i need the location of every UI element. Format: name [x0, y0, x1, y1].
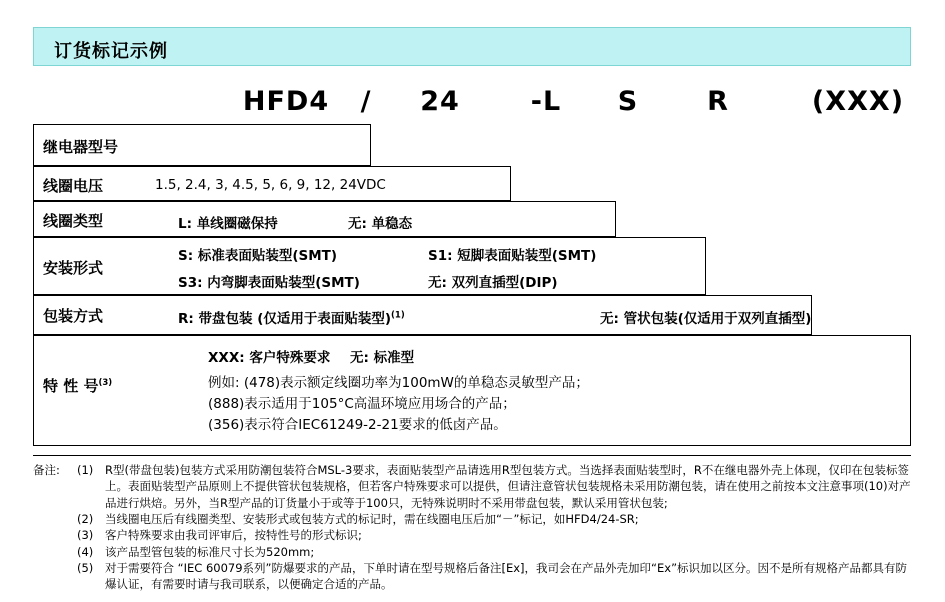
- row-value-special-1: XXX: 客户特殊要求: [208, 350, 331, 366]
- notes-lead: 备注:: [33, 463, 60, 477]
- row-value-mounting-1: S: 标准表面贴装型(SMT): [178, 248, 338, 264]
- row-label-packing: 包装方式: [43, 307, 104, 325]
- row-label-special-footnote: (3): [98, 378, 113, 388]
- row-label-relay-model: 继电器型号: [43, 138, 119, 156]
- row-label-special-code: 特 性 号$^{(3)}$: [43, 377, 113, 395]
- notes-lead-spacer: [33, 544, 77, 560]
- row-value-mounting-4: 无: 双列直插型(DIP): [428, 275, 558, 291]
- section-title-bar: [33, 27, 911, 66]
- note-row: [33, 544, 911, 560]
- row-label-mounting: 安装形式: [43, 259, 104, 277]
- row-value-special-2: 无: 标准型: [350, 350, 415, 366]
- note-number: (3): [77, 528, 94, 543]
- row-value-special-4: (888)表示适用于105°C高温环境应用场合的产品；: [208, 396, 516, 412]
- row-value-coil-type-2: 无: 单稳态: [348, 216, 413, 232]
- note-row: [33, 462, 911, 511]
- row-value-coil-voltage: 1.5, 2.4, 3, 4.5, 5, 6, 9, 12, 24VDC: [155, 177, 386, 193]
- code-part-model: HFD4: [242, 85, 330, 117]
- note-number: (1): [77, 463, 94, 477]
- row-value-mounting-3: S3: 内弯脚表面贴装型(SMT): [178, 275, 360, 291]
- note-number: (2): [77, 511, 94, 526]
- row-value-coil-type-1: L: 单线圈磁保持: [178, 216, 278, 232]
- row-value-packing-footnote: (1): [391, 310, 405, 321]
- row-value-packing-2: 无: 管状包装(仅适用于双列直插型): [600, 311, 812, 327]
- code-part-0: [33, 78, 183, 124]
- notes-lead-spacer: [33, 527, 77, 543]
- row-value-mounting-2: S1: 短脚表面贴装型(SMT): [428, 248, 597, 264]
- row-label-coil-type: 线圈类型: [43, 212, 104, 230]
- notes-lead-spacer: [33, 511, 77, 527]
- row-value-special-3: 例如: (478)表示额定线圈功率为100mW的单稳态灵敏型产品；: [208, 375, 589, 391]
- note-number: (4): [77, 544, 94, 559]
- notes-lead-spacer: [33, 560, 77, 593]
- note-text: 对于需要符合 “IEC 60079系列”防爆要求的产品，下单时请在型号规格后备注[Ex]，我司会在产品外壳加印“Ex”标识加以区分。因不是所有规格产品都具有防爆认证，有需要时请与我司联系，以便确定合适的产品。: [105, 560, 908, 592]
- note-text: 该产品型管包装的标准尺寸长为520mm;: [105, 544, 315, 559]
- row-value-packing-text: R: 带盘包装 (仅适用于表面贴装型): [178, 311, 392, 327]
- row-label-coil-voltage: 线圈电压: [43, 177, 104, 195]
- box-mounting: [33, 237, 706, 295]
- note-text: 当线圈电压后有线圈类型、安装形式或包装方式的标记时，需在线圈电压后加“－”标记，如HFD4/24-SR;: [105, 511, 639, 526]
- note-text: 客户特殊要求由我司评审后，按特性号的形式标识;: [105, 528, 362, 543]
- code-part-packing: R: [707, 85, 729, 117]
- code-part-special: (XXX): [811, 85, 905, 117]
- row-value-special-5: (356)表示符合IEC61249-2-21要求的低卤产品。: [208, 417, 507, 433]
- code-part-slash: /: [360, 85, 372, 117]
- row-value-packing-1: [178, 307, 405, 327]
- note-row: [33, 527, 911, 543]
- code-part-coiltype: -L: [530, 85, 562, 117]
- note-number: (5): [77, 560, 94, 575]
- note-row: [33, 560, 911, 593]
- note-row: [33, 511, 911, 527]
- ordering-code-row: [33, 78, 911, 124]
- code-part-voltage: 24: [420, 85, 460, 117]
- notes-block: [33, 455, 911, 593]
- page-title: 订货标记示例: [54, 41, 168, 62]
- box-coil-type: [33, 201, 616, 237]
- code-part-mounting: S: [617, 85, 639, 117]
- note-text: R型(带盘包装)包装方式采用防潮包装符合MSL-3要求，表面贴装型产品请选用R型包装方式。当选择表面贴装型时，R不在继电器外壳上体现，仅印在包装标签上。表面贴装型产品原则上不提供管状包装规格，但若客户特殊要求可以提供，但请注意管状包装规格未采用防潮包装，请在使用之前按本文注意事项(10)对产品进行烘焙。另外，当R型产品的订货量小于或等于100只，无特殊说明时不采用带盘包装，默认采用管状包装;: [105, 463, 911, 510]
